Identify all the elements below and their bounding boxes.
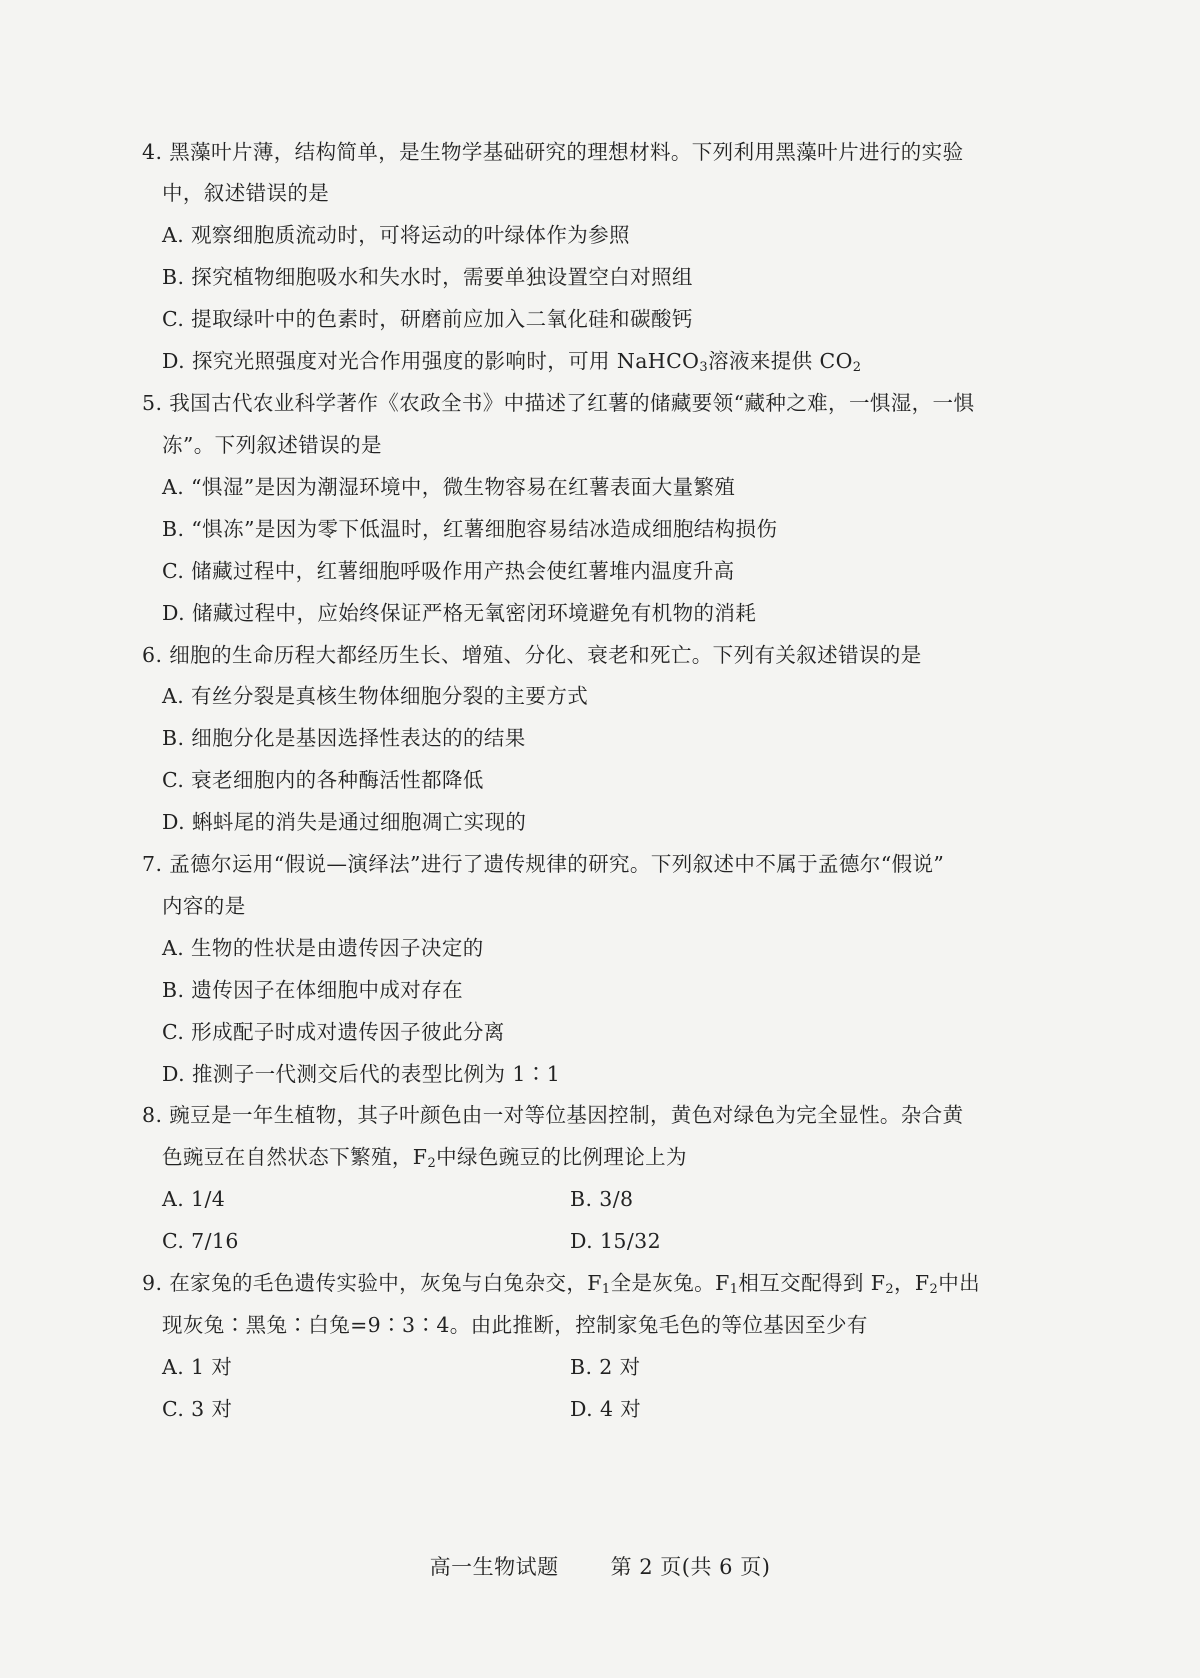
q8-stem-line2: 色豌豆在自然状态下繁殖，$F_2$中绿色豌豆的比例理论上为 [162,1145,687,1171]
q8-option-c: C. 7/16 [162,1229,239,1253]
q4-option-d: D. 探究光照强度对光合作用强度的影响时，可用 NaHCO$_3$溶液来提供 $CO_2$ [162,349,862,375]
q6-option-a: A. 有丝分裂是真核生物体细胞分裂的主要方式 [162,684,589,708]
q5-option-a: A. “惧湿”是因为潮湿环境中，微生物容易在红薯表面大量繁殖 [162,475,736,499]
q9-stem-line1: 9. 在家兔的毛色遗传实验中，灰兔与白兔杂交，$F_1$全是灰兔。$F_1$相互交配得到 $F_2$，$F_2$中出 [142,1271,981,1297]
q4-stem-line1: 4. 黑藻叶片薄，结构简单，是生物学基础研究的理想材料。下列利用黑藻叶片进行的实验 [142,140,964,164]
q9-option-c: C. 3 对 [162,1397,233,1421]
q8-stem-line1: 8. 豌豆是一年生植物，其子叶颜色由一对等位基因控制，黄色对绿色为完全显性。杂合黄 [142,1103,964,1127]
q8-option-b: B. 3/8 [570,1187,634,1211]
q9-stem-line2: 现灰兔∶黑兔∶白兔=9∶3∶4。由此推断，控制家兔毛色的等位基因至少有 [162,1313,868,1337]
q6-stem-line1: 6. 细胞的生命历程大都经历生长、增殖、分化、衰老和死亡。下列有关叙述错误的是 [142,643,922,667]
q7-option-d: D. 推测子一代测交后代的表型比例为 1∶1 [162,1062,561,1086]
q4-option-a: A. 观察细胞质流动时，可将运动的叶绿体作为参照 [162,223,630,247]
q9-option-d: D. 4 对 [570,1397,642,1421]
q4-stem-line2: 中，叙述错误的是 [162,181,330,205]
footer-page-number: 第 2 页(共 6 页) [610,1555,771,1579]
q6-option-d: D. 蝌蚪尾的消失是通过细胞凋亡实现的 [162,810,527,834]
q7-option-a: A. 生物的性状是由遗传因子决定的 [162,936,484,960]
q8-option-a: A. 1/4 [162,1187,226,1211]
q5-stem-line2: 冻”。下列叙述错误的是 [162,433,382,457]
q5-option-d: D. 储藏过程中，应始终保证严格无氧密闭环境避免有机物的消耗 [162,601,757,625]
q9-option-b: B. 2 对 [570,1355,641,1379]
q5-option-b: B. “惧冻”是因为零下低温时，红薯细胞容易结冰造成细胞结构损伤 [162,517,778,541]
q5-option-c: C. 储藏过程中，红薯细胞呼吸作用产热会使红薯堆内温度升高 [162,559,735,583]
q7-stem-line1: 7. 孟德尔运用“假说—演绎法”进行了遗传规律的研究。下列叙述中不属于孟德尔“假说” [142,852,945,876]
q4-option-c: C. 提取绿叶中的色素时，研磨前应加入二氧化硅和碳酸钙 [162,307,693,331]
q7-option-b: B. 遗传因子在体细胞中成对存在 [162,978,463,1002]
page-footer [0,1551,1200,1581]
q6-option-b: B. 细胞分化是基因选择性表达的的结果 [162,726,526,750]
q7-option-c: C. 形成配子时成对遗传因子彼此分离 [162,1020,505,1044]
q4-option-b: B. 探究植物细胞吸水和失水时，需要单独设置空白对照组 [162,265,693,289]
footer-exam-title: 高一生物试题 [429,1555,559,1579]
q7-stem-line2: 内容的是 [162,894,246,918]
q6-option-c: C. 衰老细胞内的各种酶活性都降低 [162,768,484,792]
q9-option-a: A. 1 对 [162,1355,233,1379]
q5-stem-line1: 5. 我国古代农业科学著作《农政全书》中描述了红薯的储藏要领“藏种之难，一惧湿，一惧 [142,391,975,415]
q8-option-d: D. 15/32 [570,1229,662,1253]
